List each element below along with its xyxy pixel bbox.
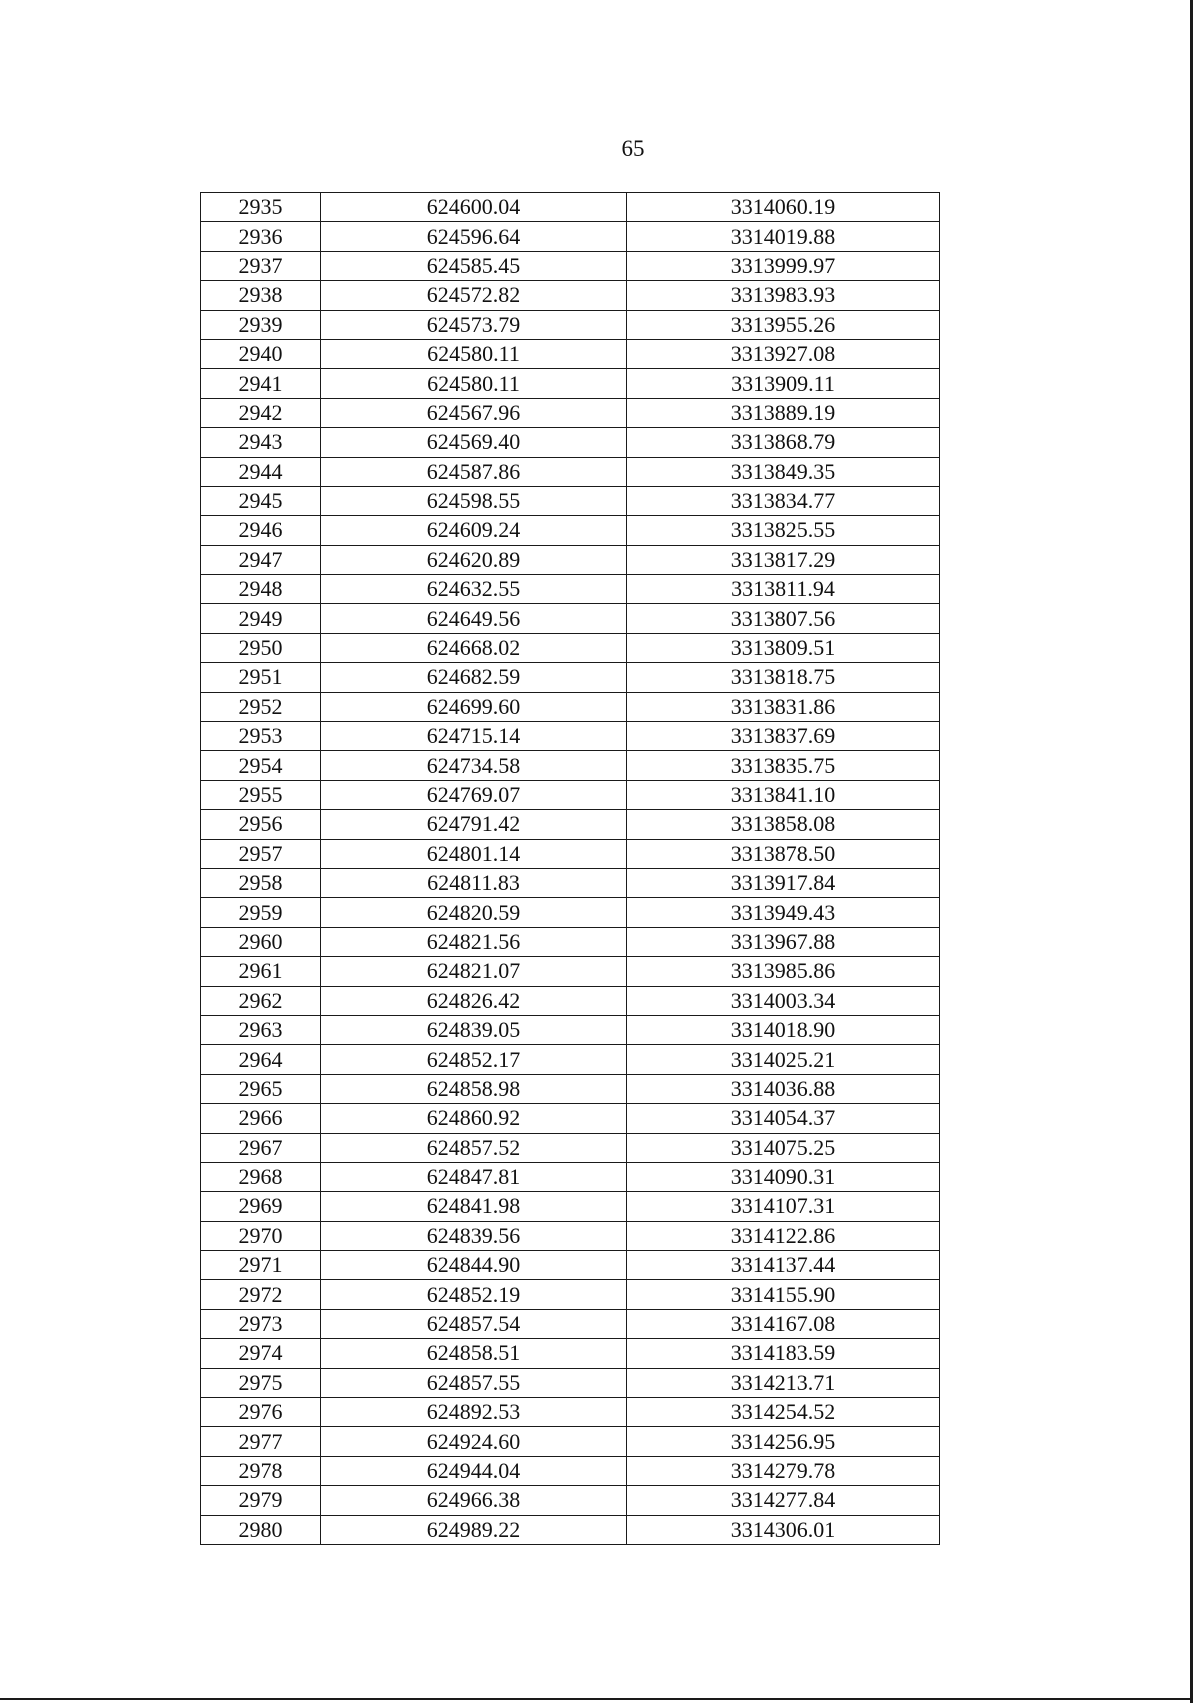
x-coordinate-cell: 624580.11 — [321, 339, 627, 368]
point-id-cell: 2971 — [201, 1251, 321, 1280]
x-coordinate-cell: 624839.05 — [321, 1015, 627, 1044]
table-row — [201, 868, 940, 897]
point-id-cell: 2952 — [201, 692, 321, 721]
point-id-cell: 2974 — [201, 1339, 321, 1368]
x-coordinate-cell: 624892.53 — [321, 1398, 627, 1427]
x-coordinate-cell: 624609.24 — [321, 516, 627, 545]
table-row — [201, 604, 940, 633]
point-id-cell: 2969 — [201, 1192, 321, 1221]
y-coordinate-cell: 3314254.52 — [627, 1398, 940, 1427]
x-coordinate-cell: 624821.07 — [321, 957, 627, 986]
table-row — [201, 575, 940, 604]
table-row — [201, 516, 940, 545]
x-coordinate-cell: 624821.56 — [321, 927, 627, 956]
page-number: 65 — [621, 136, 645, 161]
table-row — [201, 1251, 940, 1280]
table-row — [201, 1368, 940, 1397]
table-row — [201, 957, 940, 986]
point-id-cell: 2957 — [201, 839, 321, 868]
point-id-cell: 2962 — [201, 986, 321, 1015]
table-row — [201, 751, 940, 780]
x-coordinate-cell: 624585.45 — [321, 251, 627, 280]
point-id-cell: 2946 — [201, 516, 321, 545]
table-row — [201, 428, 940, 457]
x-coordinate-cell: 624598.55 — [321, 486, 627, 515]
table-row — [201, 222, 940, 251]
x-coordinate-cell: 624844.90 — [321, 1251, 627, 1280]
y-coordinate-cell: 3313849.35 — [627, 457, 940, 486]
point-id-cell: 2945 — [201, 486, 321, 515]
y-coordinate-cell: 3313955.26 — [627, 310, 940, 339]
y-coordinate-cell: 3313949.43 — [627, 898, 940, 927]
table-row — [201, 633, 940, 662]
y-coordinate-cell: 3313927.08 — [627, 339, 940, 368]
x-coordinate-cell: 624924.60 — [321, 1427, 627, 1456]
y-coordinate-cell: 3313858.08 — [627, 810, 940, 839]
y-coordinate-cell: 3314090.31 — [627, 1162, 940, 1191]
point-id-cell: 2937 — [201, 251, 321, 280]
point-id-cell: 2966 — [201, 1104, 321, 1133]
y-coordinate-cell: 3314107.31 — [627, 1192, 940, 1221]
y-coordinate-cell: 3314019.88 — [627, 222, 940, 251]
x-coordinate-cell: 624596.64 — [321, 222, 627, 251]
y-coordinate-cell: 3313807.56 — [627, 604, 940, 633]
table-row — [201, 1162, 940, 1191]
point-id-cell: 2951 — [201, 663, 321, 692]
table-row — [201, 457, 940, 486]
point-id-cell: 2977 — [201, 1427, 321, 1456]
y-coordinate-cell: 3314137.44 — [627, 1251, 940, 1280]
y-coordinate-cell: 3313967.88 — [627, 927, 940, 956]
point-id-cell: 2935 — [201, 193, 321, 222]
y-coordinate-cell: 3313878.50 — [627, 839, 940, 868]
point-id-cell: 2948 — [201, 575, 321, 604]
point-id-cell: 2942 — [201, 398, 321, 427]
x-coordinate-cell: 624600.04 — [321, 193, 627, 222]
table-row — [201, 780, 940, 809]
x-coordinate-cell: 624801.14 — [321, 839, 627, 868]
y-coordinate-cell: 3314122.86 — [627, 1221, 940, 1250]
table-row — [201, 398, 940, 427]
table-row — [201, 1339, 940, 1368]
y-coordinate-cell: 3313817.29 — [627, 545, 940, 574]
table-row — [201, 310, 940, 339]
scan-edge-right — [1190, 0, 1193, 1703]
point-id-cell: 2975 — [201, 1368, 321, 1397]
point-id-cell: 2944 — [201, 457, 321, 486]
point-id-cell: 2941 — [201, 369, 321, 398]
y-coordinate-cell: 3314054.37 — [627, 1104, 940, 1133]
point-id-cell: 2959 — [201, 898, 321, 927]
x-coordinate-cell: 624632.55 — [321, 575, 627, 604]
point-id-cell: 2950 — [201, 633, 321, 662]
point-id-cell: 2953 — [201, 722, 321, 751]
table-row — [201, 1074, 940, 1103]
table-row — [201, 1427, 940, 1456]
table-row — [201, 1280, 940, 1309]
table-row — [201, 251, 940, 280]
table-row — [201, 1133, 940, 1162]
table-row — [201, 898, 940, 927]
point-id-cell: 2973 — [201, 1309, 321, 1338]
table-row — [201, 545, 940, 574]
table-row — [201, 1045, 940, 1074]
y-coordinate-cell: 3314003.34 — [627, 986, 940, 1015]
point-id-cell: 2936 — [201, 222, 321, 251]
table-row — [201, 369, 940, 398]
y-coordinate-cell: 3313983.93 — [627, 281, 940, 310]
x-coordinate-cell: 624858.98 — [321, 1074, 627, 1103]
coordinate-table — [200, 192, 940, 1545]
table-row — [201, 1486, 940, 1515]
table-row — [201, 1192, 940, 1221]
y-coordinate-cell: 3313889.19 — [627, 398, 940, 427]
x-coordinate-cell: 624715.14 — [321, 722, 627, 751]
point-id-cell: 2947 — [201, 545, 321, 574]
x-coordinate-cell: 624580.11 — [321, 369, 627, 398]
x-coordinate-cell: 624857.54 — [321, 1309, 627, 1338]
point-id-cell: 2970 — [201, 1221, 321, 1250]
table-row — [201, 663, 940, 692]
x-coordinate-cell: 624858.51 — [321, 1339, 627, 1368]
point-id-cell: 2938 — [201, 281, 321, 310]
y-coordinate-cell: 3313825.55 — [627, 516, 940, 545]
point-id-cell: 2943 — [201, 428, 321, 457]
scan-edge-bottom — [0, 1698, 1193, 1700]
point-id-cell: 2976 — [201, 1398, 321, 1427]
y-coordinate-cell: 3314183.59 — [627, 1339, 940, 1368]
x-coordinate-cell: 624699.60 — [321, 692, 627, 721]
y-coordinate-cell: 3314075.25 — [627, 1133, 940, 1162]
y-coordinate-cell: 3313837.69 — [627, 722, 940, 751]
point-id-cell: 2963 — [201, 1015, 321, 1044]
table-row — [201, 722, 940, 751]
point-id-cell: 2961 — [201, 957, 321, 986]
x-coordinate-cell: 624572.82 — [321, 281, 627, 310]
y-coordinate-cell: 3313818.75 — [627, 663, 940, 692]
table-row — [201, 339, 940, 368]
y-coordinate-cell: 3313909.11 — [627, 369, 940, 398]
y-coordinate-cell: 3314306.01 — [627, 1515, 940, 1544]
x-coordinate-cell: 624944.04 — [321, 1456, 627, 1485]
x-coordinate-cell: 624682.59 — [321, 663, 627, 692]
point-id-cell: 2940 — [201, 339, 321, 368]
y-coordinate-cell: 3314213.71 — [627, 1368, 940, 1397]
y-coordinate-cell: 3314256.95 — [627, 1427, 940, 1456]
x-coordinate-cell: 624839.56 — [321, 1221, 627, 1250]
table-row — [201, 839, 940, 868]
table-row — [201, 486, 940, 515]
table-row — [201, 1104, 940, 1133]
point-id-cell: 2965 — [201, 1074, 321, 1103]
y-coordinate-cell: 3313985.86 — [627, 957, 940, 986]
y-coordinate-cell: 3313917.84 — [627, 868, 940, 897]
point-id-cell: 2979 — [201, 1486, 321, 1515]
x-coordinate-cell: 624852.19 — [321, 1280, 627, 1309]
y-coordinate-cell: 3314155.90 — [627, 1280, 940, 1309]
y-coordinate-cell: 3313834.77 — [627, 486, 940, 515]
y-coordinate-cell: 3314277.84 — [627, 1486, 940, 1515]
y-coordinate-cell: 3314167.08 — [627, 1309, 940, 1338]
x-coordinate-cell: 624852.17 — [321, 1045, 627, 1074]
x-coordinate-cell: 624989.22 — [321, 1515, 627, 1544]
y-coordinate-cell: 3313999.97 — [627, 251, 940, 280]
point-id-cell: 2956 — [201, 810, 321, 839]
table-row — [201, 1015, 940, 1044]
x-coordinate-cell: 624811.83 — [321, 868, 627, 897]
table-row — [201, 1515, 940, 1544]
x-coordinate-cell: 624620.89 — [321, 545, 627, 574]
y-coordinate-cell: 3314018.90 — [627, 1015, 940, 1044]
x-coordinate-cell: 624649.56 — [321, 604, 627, 633]
y-coordinate-cell: 3313841.10 — [627, 780, 940, 809]
x-coordinate-cell: 624791.42 — [321, 810, 627, 839]
x-coordinate-cell: 624734.58 — [321, 751, 627, 780]
point-id-cell: 2949 — [201, 604, 321, 633]
point-id-cell: 2939 — [201, 310, 321, 339]
x-coordinate-cell: 624668.02 — [321, 633, 627, 662]
y-coordinate-cell: 3314060.19 — [627, 193, 940, 222]
x-coordinate-cell: 624820.59 — [321, 898, 627, 927]
x-coordinate-cell: 624847.81 — [321, 1162, 627, 1191]
x-coordinate-cell: 624857.55 — [321, 1368, 627, 1397]
x-coordinate-cell: 624826.42 — [321, 986, 627, 1015]
table-row — [201, 193, 940, 222]
y-coordinate-cell: 3313811.94 — [627, 575, 940, 604]
x-coordinate-cell: 624587.86 — [321, 457, 627, 486]
x-coordinate-cell: 624966.38 — [321, 1486, 627, 1515]
point-id-cell: 2978 — [201, 1456, 321, 1485]
table-row — [201, 1221, 940, 1250]
table-row — [201, 281, 940, 310]
table-row — [201, 1398, 940, 1427]
point-id-cell: 2980 — [201, 1515, 321, 1544]
y-coordinate-cell: 3313868.79 — [627, 428, 940, 457]
point-id-cell: 2964 — [201, 1045, 321, 1074]
y-coordinate-cell: 3314036.88 — [627, 1074, 940, 1103]
x-coordinate-cell: 624857.52 — [321, 1133, 627, 1162]
point-id-cell: 2968 — [201, 1162, 321, 1191]
table-row — [201, 986, 940, 1015]
point-id-cell: 2967 — [201, 1133, 321, 1162]
table-row — [201, 810, 940, 839]
x-coordinate-cell: 624569.40 — [321, 428, 627, 457]
point-id-cell: 2960 — [201, 927, 321, 956]
point-id-cell: 2958 — [201, 868, 321, 897]
point-id-cell: 2955 — [201, 780, 321, 809]
x-coordinate-cell: 624860.92 — [321, 1104, 627, 1133]
y-coordinate-cell: 3313809.51 — [627, 633, 940, 662]
coordinate-table-body — [201, 193, 940, 1545]
x-coordinate-cell: 624769.07 — [321, 780, 627, 809]
y-coordinate-cell: 3313831.86 — [627, 692, 940, 721]
point-id-cell: 2972 — [201, 1280, 321, 1309]
y-coordinate-cell: 3313835.75 — [627, 751, 940, 780]
y-coordinate-cell: 3314279.78 — [627, 1456, 940, 1485]
table-row — [201, 927, 940, 956]
x-coordinate-cell: 624567.96 — [321, 398, 627, 427]
x-coordinate-cell: 624573.79 — [321, 310, 627, 339]
y-coordinate-cell: 3314025.21 — [627, 1045, 940, 1074]
table-row — [201, 1456, 940, 1485]
point-id-cell: 2954 — [201, 751, 321, 780]
table-row — [201, 692, 940, 721]
table-row — [201, 1309, 940, 1338]
x-coordinate-cell: 624841.98 — [321, 1192, 627, 1221]
